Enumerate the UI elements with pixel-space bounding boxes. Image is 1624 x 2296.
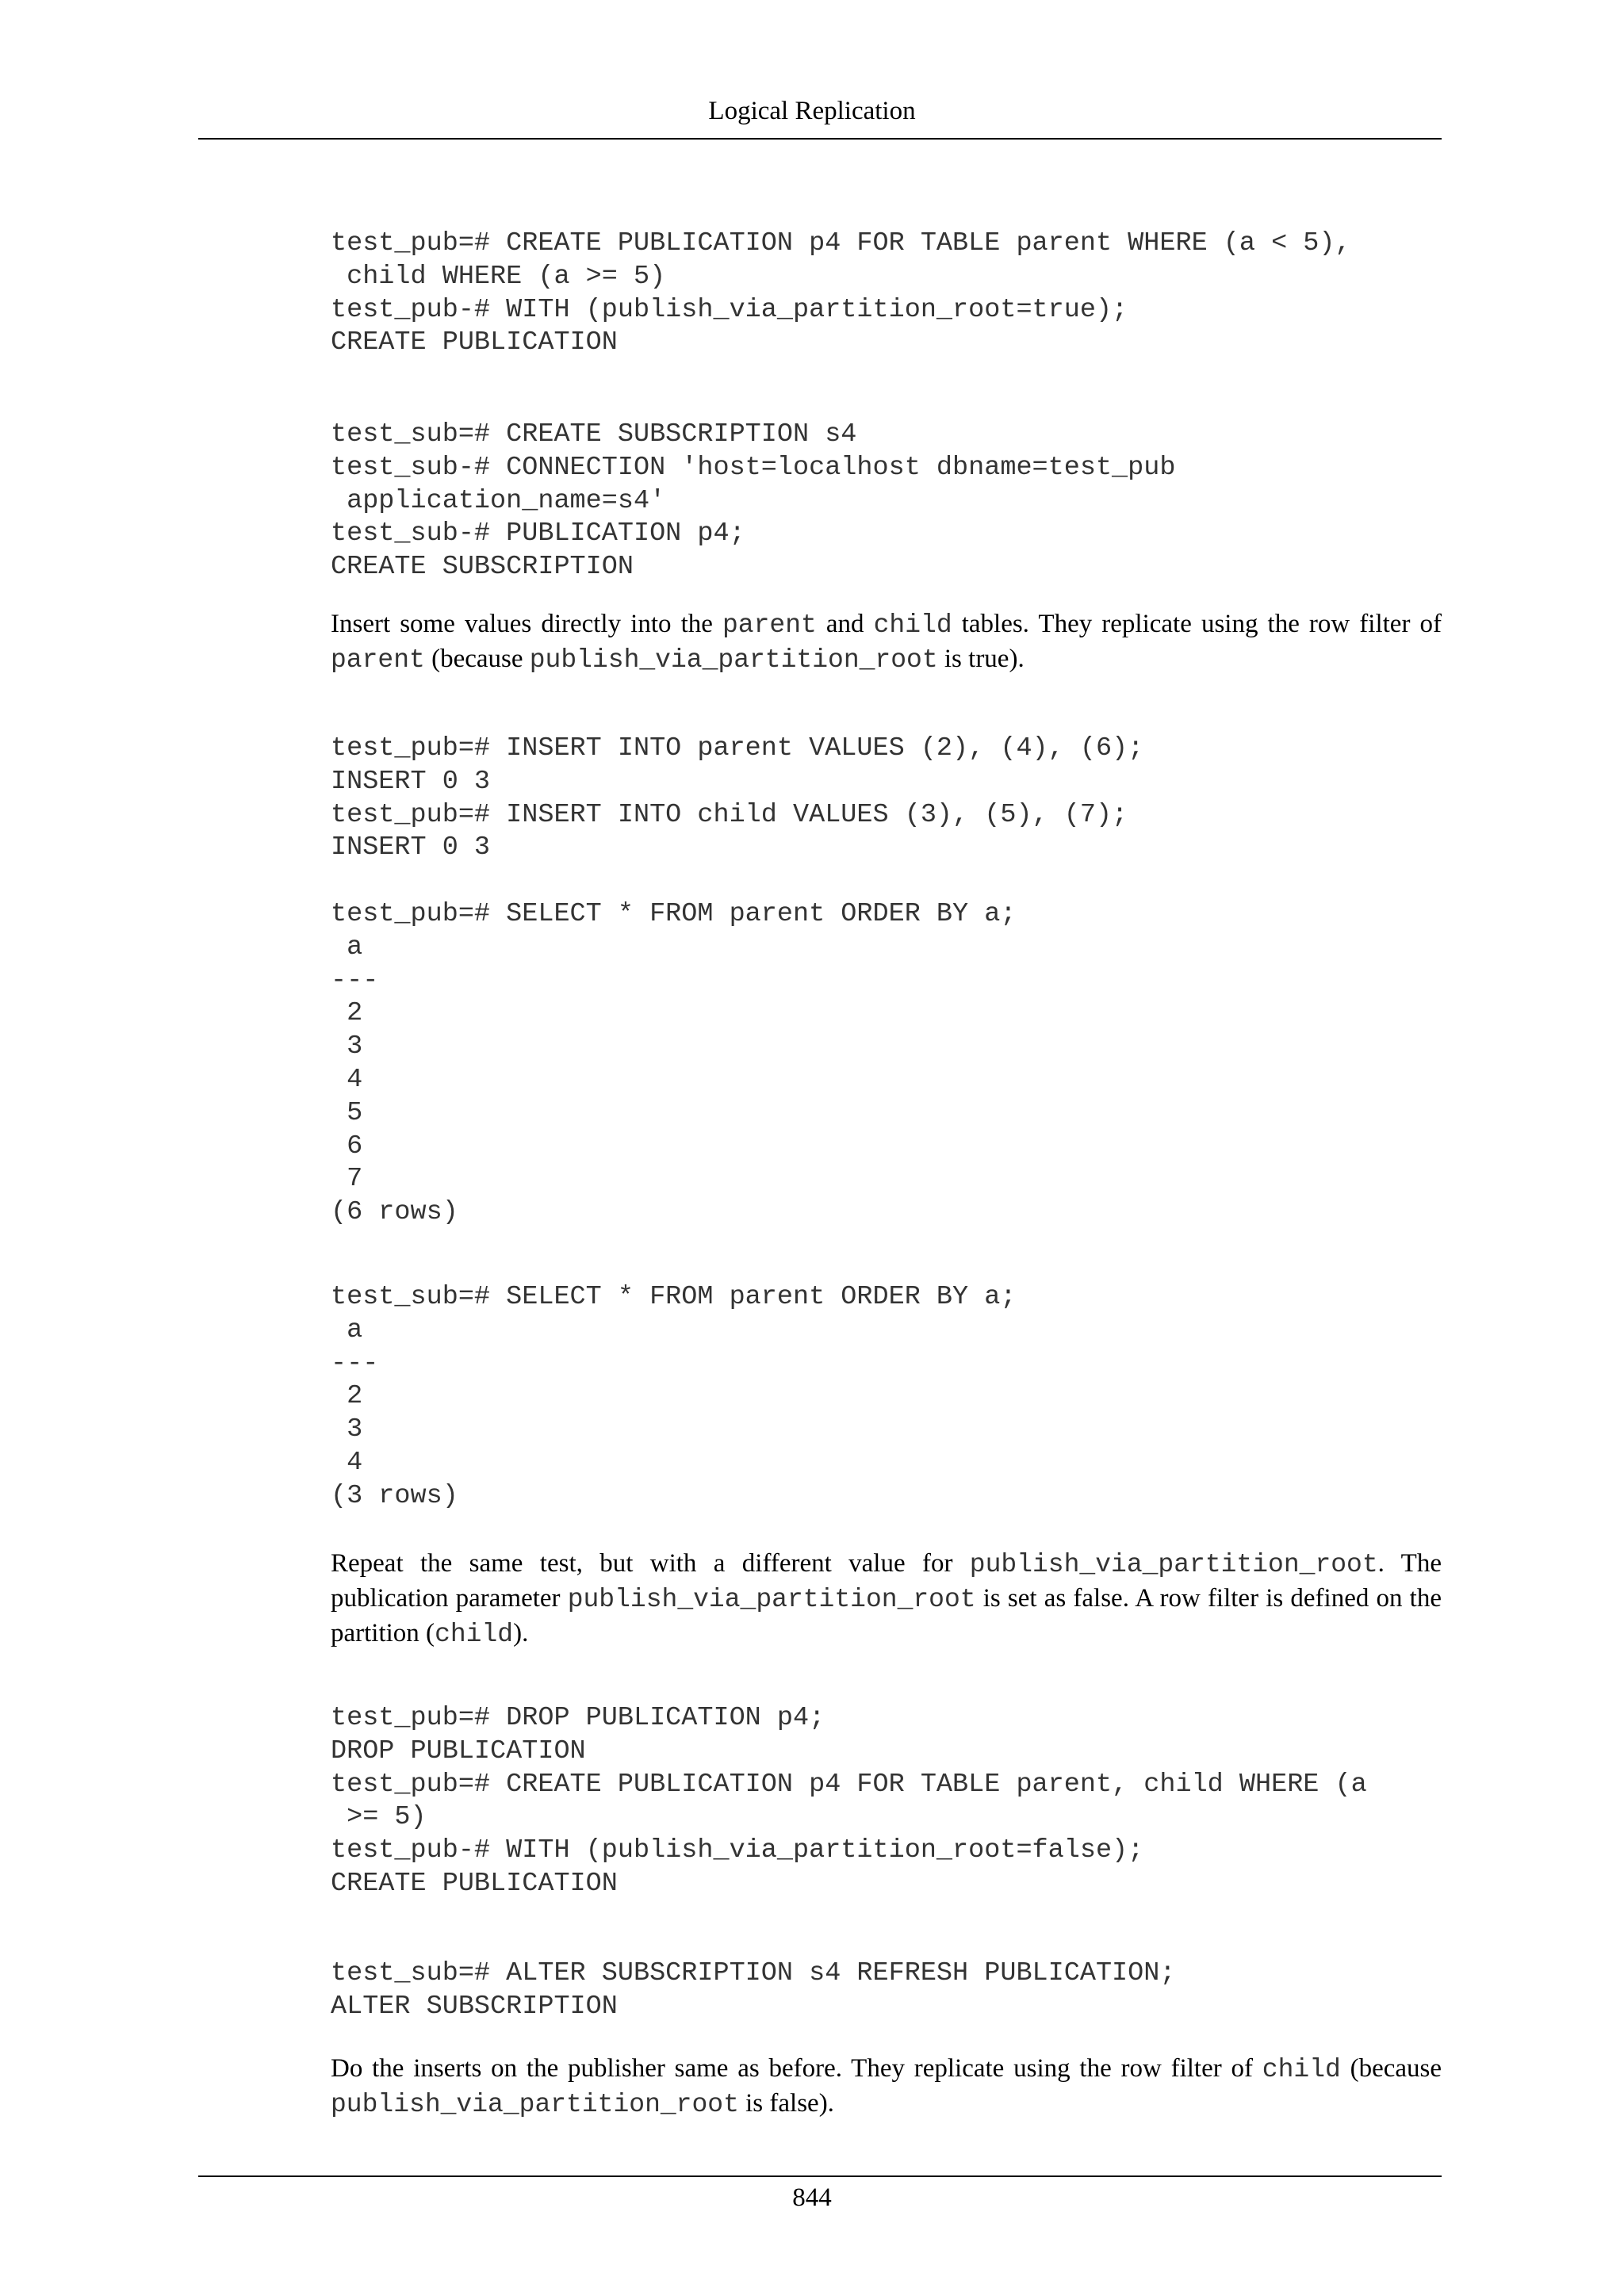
- code-block-publisher-inserts: test_pub=# INSERT INTO parent VALUES (2), (4), (6); INSERT 0 3 test_pub=# INSERT INTO child VALUES (3), (5), (7); INSERT 0 3 test_pub=# SELECT * FROM parent ORDER BY a; a --- 2 3 4 5 6 7 (6 rows): [331, 733, 1144, 1228]
- code-block-alter-subscription: test_sub=# ALTER SUBSCRIPTION s4 REFRESH PUBLICATION; ALTER SUBSCRIPTION: [331, 1958, 1176, 2022]
- code-block-create-publication: test_pub=# CREATE PUBLICATION p4 FOR TABLE parent WHERE (a < 5), child WHERE (a >= 5) test_pub-# WITH (publish_via_partition_root=true); CREATE PUBLICATION: [331, 228, 1351, 358]
- paragraph-insert-values: Insert some values directly into the parent and child tables. They replicate using the row filter of parent (because publish_via_partition_root is true).: [331, 610, 1442, 675]
- footer-rule: [198, 2175, 1442, 2177]
- code-block-subscriber-select: test_sub=# SELECT * FROM parent ORDER BY a; a --- 2 3 4 (3 rows): [331, 1282, 1017, 1511]
- page-number: 844: [792, 2183, 832, 2212]
- paragraph-repeat-test: Repeat the same test, but with a different value for publish_via_partition_root. The publication parameter publish_via_partition_root is set as false. A row filter is defined on the partition (child).: [331, 1549, 1442, 1649]
- page-header-title: Logical Replication: [708, 97, 916, 125]
- paragraph-do-inserts: Do the inserts on the publisher same as before. They replicate using the row filter of child (because publish_via_partition_root is false).: [331, 2054, 1442, 2119]
- header-rule: [198, 138, 1442, 140]
- code-block-create-subscription: test_sub=# CREATE SUBSCRIPTION s4 test_sub-# CONNECTION 'host=localhost dbname=test_pub application_name=s4' test_sub-# PUBLICATION p4; CREATE SUBSCRIPTION: [331, 419, 1176, 583]
- code-block-recreate-publication: test_pub=# DROP PUBLICATION p4; DROP PUBLICATION test_pub=# CREATE PUBLICATION p4 FOR TABLE parent, child WHERE (a >= 5) test_pub-# WITH (publish_via_partition_root=false); CREATE PUBLICATION: [331, 1703, 1367, 1899]
